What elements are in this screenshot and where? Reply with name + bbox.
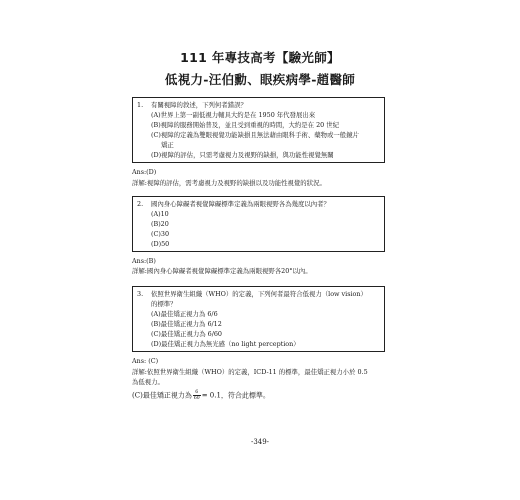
option-c-continued: 矯正 xyxy=(161,141,174,149)
explanation-1: 詳解:視障的評估，需考慮視力及視野的缺損以及功能性視覺的狀況。 xyxy=(132,179,326,187)
option-a: (A)最佳矯正視力為 6/6 xyxy=(151,310,218,318)
fraction-denominator: 60 xyxy=(193,396,200,401)
option-d: (D)50 xyxy=(151,240,170,248)
option-a: (A)10 xyxy=(151,210,169,218)
option-b: (B)視障的服務開始普及，並且受到重視的時間，大約是在 20 世紀 xyxy=(151,121,340,129)
question-number: 2. xyxy=(137,200,144,208)
fraction-numerator: 6 xyxy=(193,390,201,396)
equation-suffix: = 0.1，符合此標準。 xyxy=(201,391,270,400)
answer-1: Ans:(D) xyxy=(132,168,157,176)
question-stem: 有關視障的敘述，下列何者錯誤？ xyxy=(151,101,247,109)
option-b: (B)20 xyxy=(151,220,169,228)
fraction xyxy=(193,390,201,401)
option-a: (A)世界上第一副低視力輔具大約是在 1950 年代發展出來 xyxy=(151,111,316,119)
question-2-box xyxy=(132,196,385,252)
answer-3: Ans: (C) xyxy=(132,357,159,365)
equation-line xyxy=(132,390,392,401)
option-c: (C)最佳矯正視力為 6/60 xyxy=(151,330,222,338)
option-d: (D)視障的評估，只需考慮視力及視野的缺損，與功能性視覺無關 xyxy=(151,151,334,159)
explanation-3-continued: 為低視力。 xyxy=(132,378,164,386)
question-3-box xyxy=(132,286,385,352)
option-c: (C)30 xyxy=(151,230,170,238)
page-subtitle: 低視力-汪伯勳、眼疾病學-趙醫師 xyxy=(164,72,356,87)
question-stem: 國內身心障礙者視覺障礙標準定義為兩眼視野各為幾度以內者？ xyxy=(151,200,330,208)
question-number: 1. xyxy=(137,101,144,109)
answer-2: Ans:(B) xyxy=(132,257,156,265)
explanation-3: 詳解:依照世界衛生組織（WHO）的定義，ICD-11 的標準，最佳矯正視力小於 0.5 xyxy=(132,368,368,376)
explanation-2: 詳解:國內身心障礙者視覺障礙標準定義為兩眼視野各20°以內。 xyxy=(132,267,312,275)
page-title: 111 年專技高考【驗光師】 xyxy=(180,50,340,65)
option-d: (D)最佳矯正視力為無光感（no light perception） xyxy=(151,340,300,348)
question-number: 3. xyxy=(137,290,144,298)
option-c: (C)視障的定義為雙眼視覺功能缺損且無法藉由眼科手術、藥物或一般鏡片 xyxy=(151,131,359,139)
question-1-box xyxy=(132,97,385,163)
question-stem-continued: 的標準？ xyxy=(151,300,177,308)
page-number: -349- xyxy=(250,438,270,446)
equation-prefix: (C)最佳矯正視力為 xyxy=(132,391,192,400)
question-stem: 依照世界衛生組織（WHO）的定義，下列何者最符合低視力（low vision） xyxy=(151,290,367,298)
option-b: (B)最佳矯正視力為 6/12 xyxy=(151,320,222,328)
